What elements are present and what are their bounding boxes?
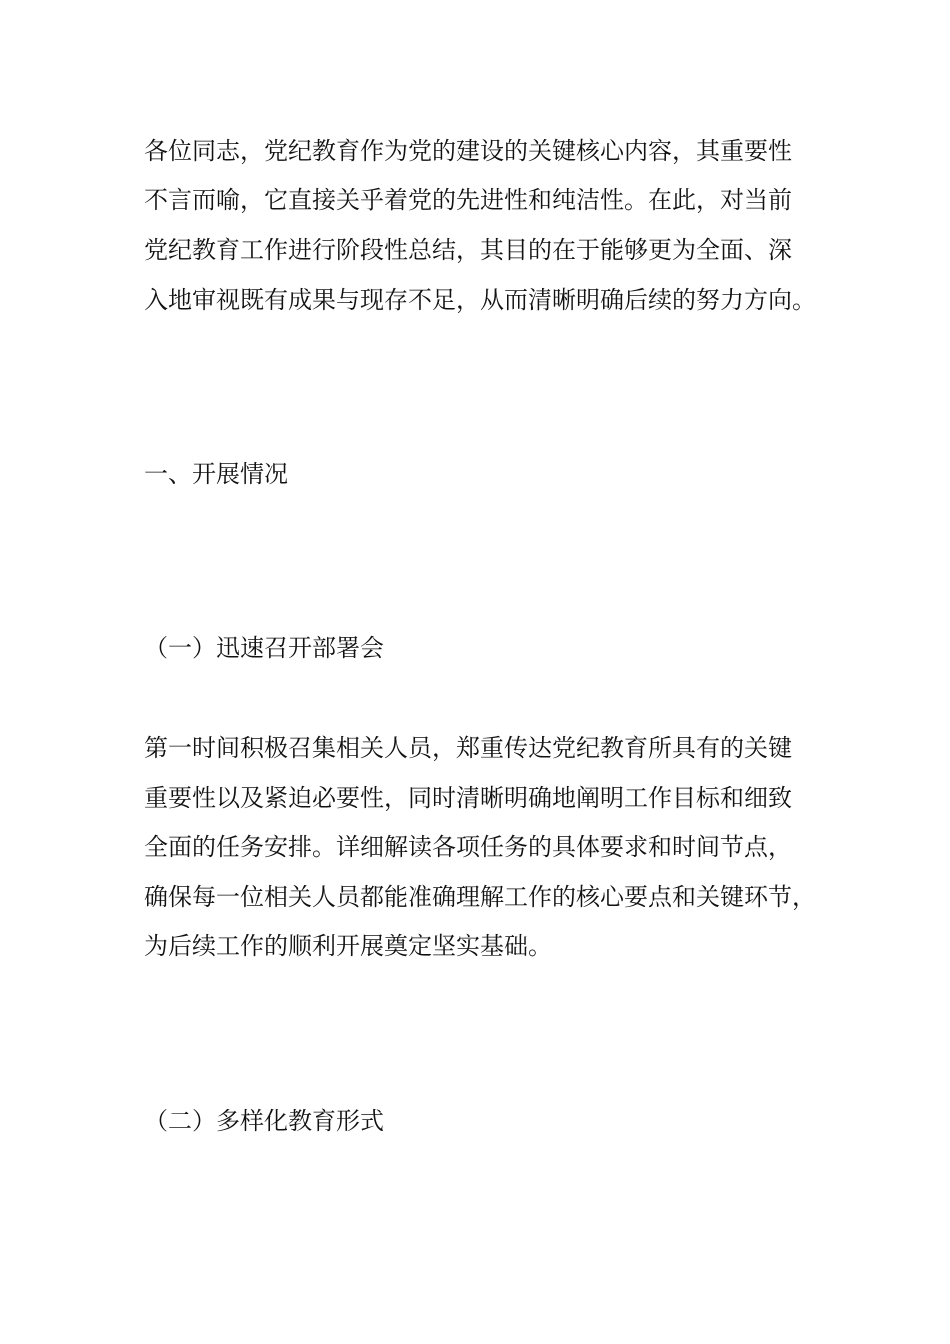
intro-line-4: 入地审视既有成果与现存不足，从而清晰明确后续的努力方向。 <box>144 286 816 314</box>
subsection-heading-1: （一）迅速召开部署会 <box>144 634 384 662</box>
subsection-heading-2: （二）多样化教育形式 <box>144 1107 384 1135</box>
intro-line-1: 各位同志，党纪教育作为党的建设的关键核心内容，其重要性 <box>144 137 792 165</box>
subsection-1-line-4: 确保每一位相关人员都能准确理解工作的核心要点和关键环节， <box>144 883 816 911</box>
subsection-1-line-2: 重要性以及紧迫必要性，同时清晰明确地阐明工作目标和细致 <box>144 784 792 812</box>
subsection-1-line-1: 第一时间积极召集相关人员，郑重传达党纪教育所具有的关键 <box>144 734 792 762</box>
intro-line-3: 党纪教育工作进行阶段性总结，其目的在于能够更为全面、深 <box>144 236 792 264</box>
subsection-1-line-3: 全面的任务安排。详细解读各项任务的具体要求和时间节点， <box>144 833 792 861</box>
intro-line-2: 不言而喻，它直接关乎着党的先进性和纯洁性。在此，对当前 <box>144 186 792 214</box>
subsection-1-line-5: 为后续工作的顺利开展奠定坚实基础。 <box>144 932 552 960</box>
section-heading-1: 一、开展情况 <box>144 460 288 488</box>
